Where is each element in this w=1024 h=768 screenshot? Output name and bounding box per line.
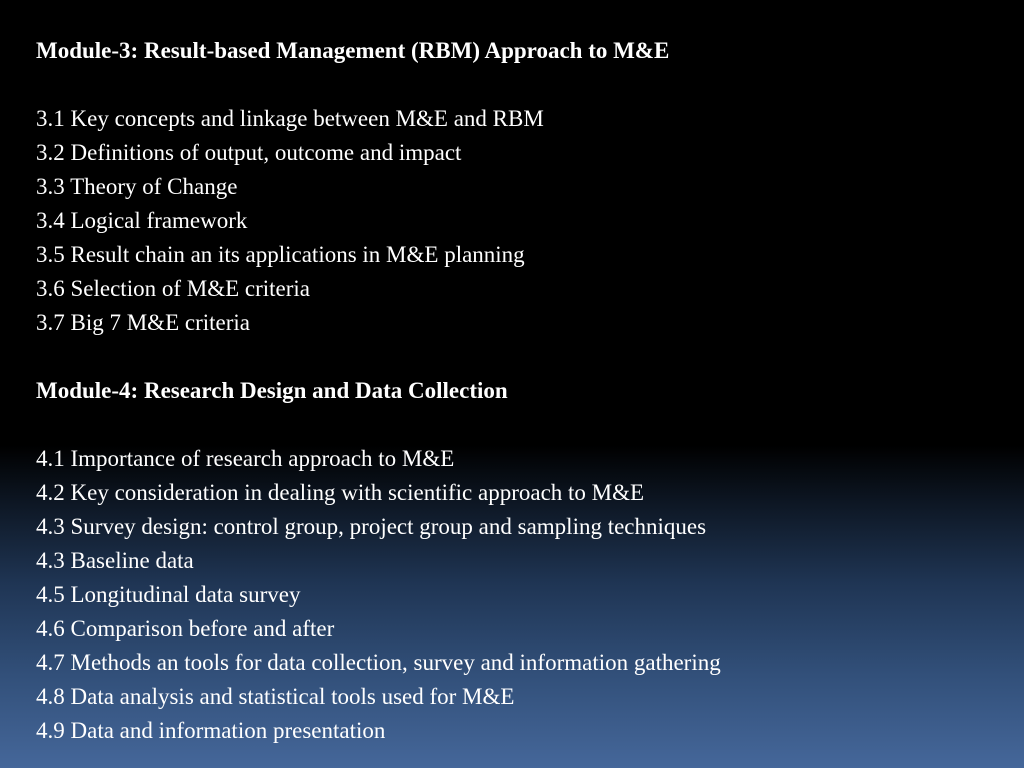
module-4-heading: Module-4: Research Design and Data Collection bbox=[36, 378, 508, 403]
module-3-item-3-4: 3.4 Logical framework bbox=[36, 208, 248, 233]
module-4-item-4-1: 4.1 Importance of research approach to M&E bbox=[36, 446, 455, 471]
module-4-item-4-2: 4.2 Key consideration in dealing with scientific approach to M&E bbox=[36, 480, 645, 505]
module-3-item-3-1: 3.1 Key concepts and linkage between M&E and RBM bbox=[36, 106, 544, 131]
spacer bbox=[36, 340, 996, 374]
module-3-heading: Module-3: Result-based Management (RBM) Approach to M&E bbox=[36, 38, 670, 63]
slide-content bbox=[36, 34, 996, 748]
module-4-item-4-9: 4.9 Data and information presentation bbox=[36, 718, 386, 743]
module-3-item-3-3: 3.3 Theory of Change bbox=[36, 174, 238, 199]
spacer bbox=[36, 68, 996, 102]
module-4-item-4-3b: 4.3 Baseline data bbox=[36, 548, 194, 573]
module-4-item-4-5: 4.5 Longitudinal data survey bbox=[36, 582, 301, 607]
spacer bbox=[36, 408, 996, 442]
module-4-item-4-3a: 4.3 Survey design: control group, project group and sampling techniques bbox=[36, 514, 707, 539]
module-4-item-4-6: 4.6 Comparison before and after bbox=[36, 616, 335, 641]
module-3-item-3-2: 3.2 Definitions of output, outcome and impact bbox=[36, 140, 462, 165]
module-4-item-4-8: 4.8 Data analysis and statistical tools used for M&E bbox=[36, 684, 515, 709]
module-3-item-3-5: 3.5 Result chain an its applications in M&E planning bbox=[36, 242, 525, 267]
module-3-item-3-6: 3.6 Selection of M&E criteria bbox=[36, 276, 311, 301]
module-4-item-4-7: 4.7 Methods an tools for data collection, survey and information gathering bbox=[36, 650, 721, 675]
module-3-item-3-7: 3.7 Big 7 M&E criteria bbox=[36, 310, 250, 335]
